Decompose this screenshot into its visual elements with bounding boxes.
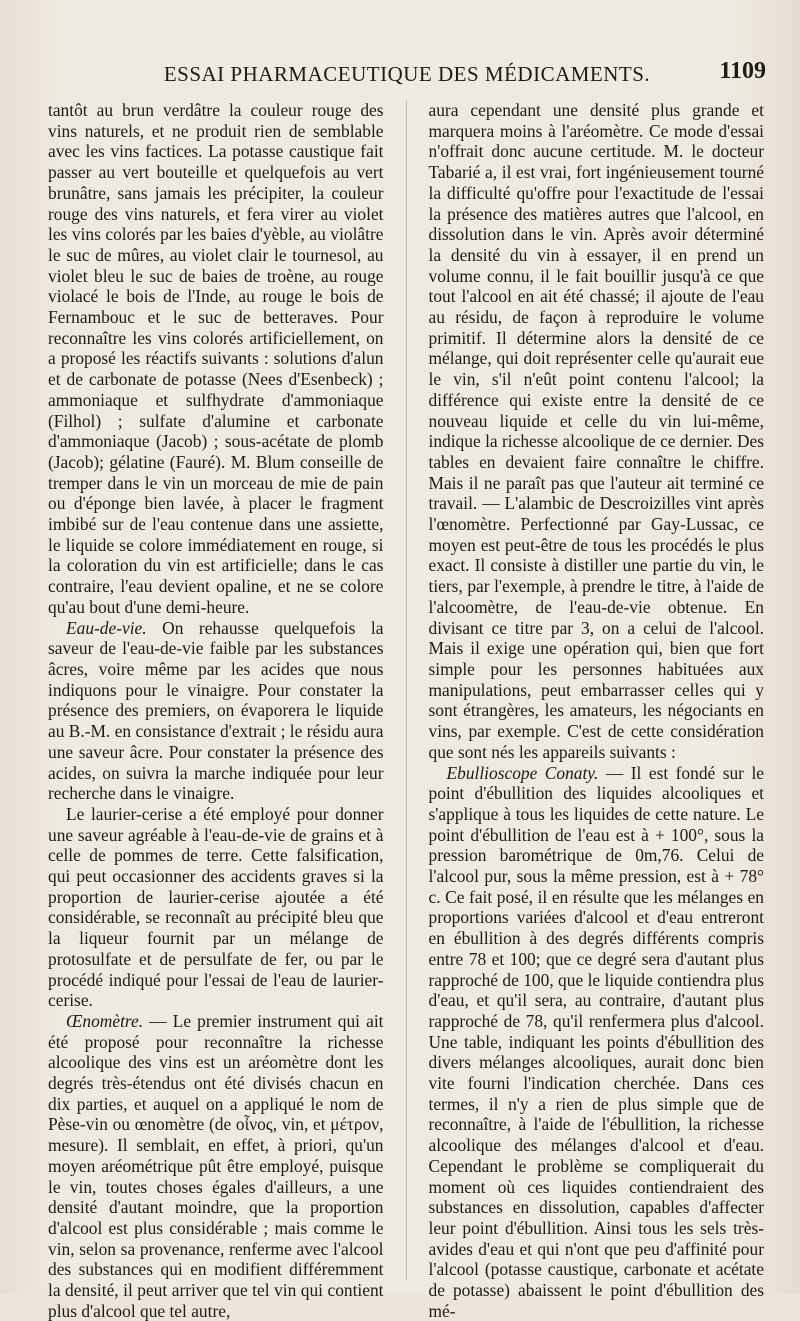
left-column: [48, 100, 384, 1280]
page-header: [48, 58, 766, 88]
text-columns: [48, 100, 764, 1280]
section-lead: Œnomètre.: [66, 1011, 143, 1031]
paragraph: Œnomètre. — Le premier instrument qui ait été proposé pour reconnaître la richesse alcoolique des vins est un aréomètre dont les degrés très-étendus ont été divisés chacun en dix parties, et auquel on a appliqué le nom de Pèse-vin ou œnomètre (de οἶνος, vin, et μέτρον, mesure). Il semblait, en effet, à priori, qu'un moyen aréométrique pût être employé, puisque le vin, toutes choses égales d'ailleurs, a une densité d'autant moindre, que la proportion d'alcool est plus considérable ; mais comme le vin, selon sa provenance, renferme avec l'alcool des substances qui en modifient différemment la densité, il peut arriver que tel vin qui contient plus d'alcool que tel autre,: [48, 1011, 384, 1321]
paragraph: Eau-de-vie. On rehausse quelquefois la saveur de l'eau-de-vie faible par les substances âcres, voire même par les acides que nous indiquons pour le vinaigre. Pour constater la présence des premiers, on évaporera le liquide au B.-M. en consistance d'extrait ; le résidu aura une saveur âcre. Pour constater la présence des acides, on suivra la marche indiquée pour leur recherche dans le vinaigre.: [48, 618, 384, 804]
paragraph: Le laurier-cerise a été employé pour donner une saveur agréable à l'eau-de-vie de grains et à celle de pommes de terre. Cette falsification, qui peut occasionner des accidents graves si la proportion de laurier-cerise ajoutée a été considérable, se reconnaît au précipité bleu que la liqueur fournit par un mélange de protosulfate et de persulfate de fer, ou par le procédé indiqué pour l'essai de l'eau de laurier-cerise.: [48, 804, 384, 1011]
section-lead: Eau-de-vie.: [66, 618, 147, 638]
page-number: 1109: [719, 58, 766, 85]
right-column: [429, 100, 765, 1280]
paragraph: aura cependant une densité plus grande et marquera moins à l'aréomètre. Ce mode d'essai n'offrait donc aucune certitude. M. le docteur Tabarié a, il est vrai, fort ingénieusement tourné la difficulté qu'offre pour l'exactitude de l'essai la présence des matières autres que l'alcool, en dissolution dans le vin. Après avoir déterminé la densité du vin à essayer, il en prend un volume connu, il le fait bouillir jusqu'à ce que tout l'alcool en ait été chassé; il ajoute de l'eau au résidu, de façon à reproduire le volume primitif. Il détermine alors la densité de ce mélange, qui doit représenter celle qu'aurait eue le vin, s'il n'eût point contenu l'alcool; la différence qui existe entre la densité de ce nouveau liquide et celle du vin lui-même, indique la richesse alcoolique de ce dernier. Des tables en devaient faire connaître le chiffre. Mais il ne paraît pas que l'auteur ait terminé ce travail. — L'alambic de Descroizilles vint après l'œnomètre. Perfectionné par Gay-Lussac, ce moyen est peut-être de tous les procédés le plus exact. Il consiste à distiller une partie du vin, le tiers, par l'exemple, à prendre le titre, à l'aide de l'alcoomètre, de l'eau-de-vie obtenue. En divisant ce titre par 3, on a celui de l'alcool. Mais il exige une opération qui, bien que fort simple pour les personnes habituées aux manipulations, peut embarrasser celles qui y sont étrangères, les amateurs, les négociants en vins, par exemple. C'est de cette considération que sont nés les appareils suivants :: [429, 100, 765, 763]
section-lead: Ebullioscope Conaty.: [447, 763, 599, 783]
paragraph: tantôt au brun verdâtre la couleur rouge des vins naturels, et ne produit rien de semblable avec les vins factices. La potasse caustique fait passer au vert bouteille et quelquefois au vert brunâtre, sans jamais les précipiter, la couleur rouge des vins naturels, et fera virer au violet les vins colorés par les baies d'yèble, au violâtre le suc de mûres, au violet clair le tournesol, au violet bleu le suc de baies de troène, au rouge violacé le bois de l'Inde, au rouge le bois de Fernambouc et le suc de betteraves. Pour reconnaître les vins colorés artificiellement, on a proposé les réactifs suivants : solutions d'alun et de carbonate de potasse (Nees d'Esenbeck) ; ammoniaque et sulfhydrate d'ammoniaque (Filhol) ; sulfate d'alumine et carbonate d'ammoniaque (Jacob) ; sous-acétate de plomb (Jacob); gélatine (Fauré). M. Blum conseille de tremper dans le vin un morceau de mie de pain ou d'éponge bien lavée, à placer le fragment imbibé sur de l'eau contenue dans une assiette, le liquide se colore immédiatement en rouge, si la coloration du vin est artificielle; dans le cas contraire, l'eau devient opaline, et ne se colore qu'au bout d'une demi-heure.: [48, 100, 384, 618]
running-title: ESSAI PHARMACEUTIQUE DES MÉDICAMENTS.: [48, 62, 766, 87]
paragraph: Ebullioscope Conaty. — Il est fondé sur le point d'ébullition des liquides alcooliques et s'applique à tous les liquides de cette nature. Le point d'ébullition de l'eau est à + 100°, sous la pression barométrique de 0m,76. Celui de l'alcool pur, sous la même pression, est à + 78° c. Ce fait posé, il en résulte que les mélanges en proportions variées d'alcool et d'eau entreront en ébullition à des degrés différents compris entre 78 et 100; que ce degré sera d'autant plus rapproché de 100, que le liquide contiendra plus d'eau, et qu'il sera, au contraire, d'autant plus rapproché de 78, qu'il renfermera plus d'alcool. Une table, indiquant les points d'ébullition des divers mélanges alcooliques, aurait donc bien vite fourni l'indication cherchée. Dans ces termes, il n'y a rien de plus simple que de reconnaître, à l'aide de l'ébullition, la richesse alcoolique des mélanges d'alcool et d'eau. Cependant le problème se compliquerait du moment où ces liquides contiendraient des substances en dissolution, capables d'affecter leur point d'ébullition. Ainsi tous les sels très-avides d'eau et qui n'ont que peu d'affinité pour l'alcool (potasse caustique, carbonate et acétate de potasse) abaissent le point d'ébullition des mé-: [429, 763, 765, 1321]
column-divider: [406, 100, 407, 1280]
